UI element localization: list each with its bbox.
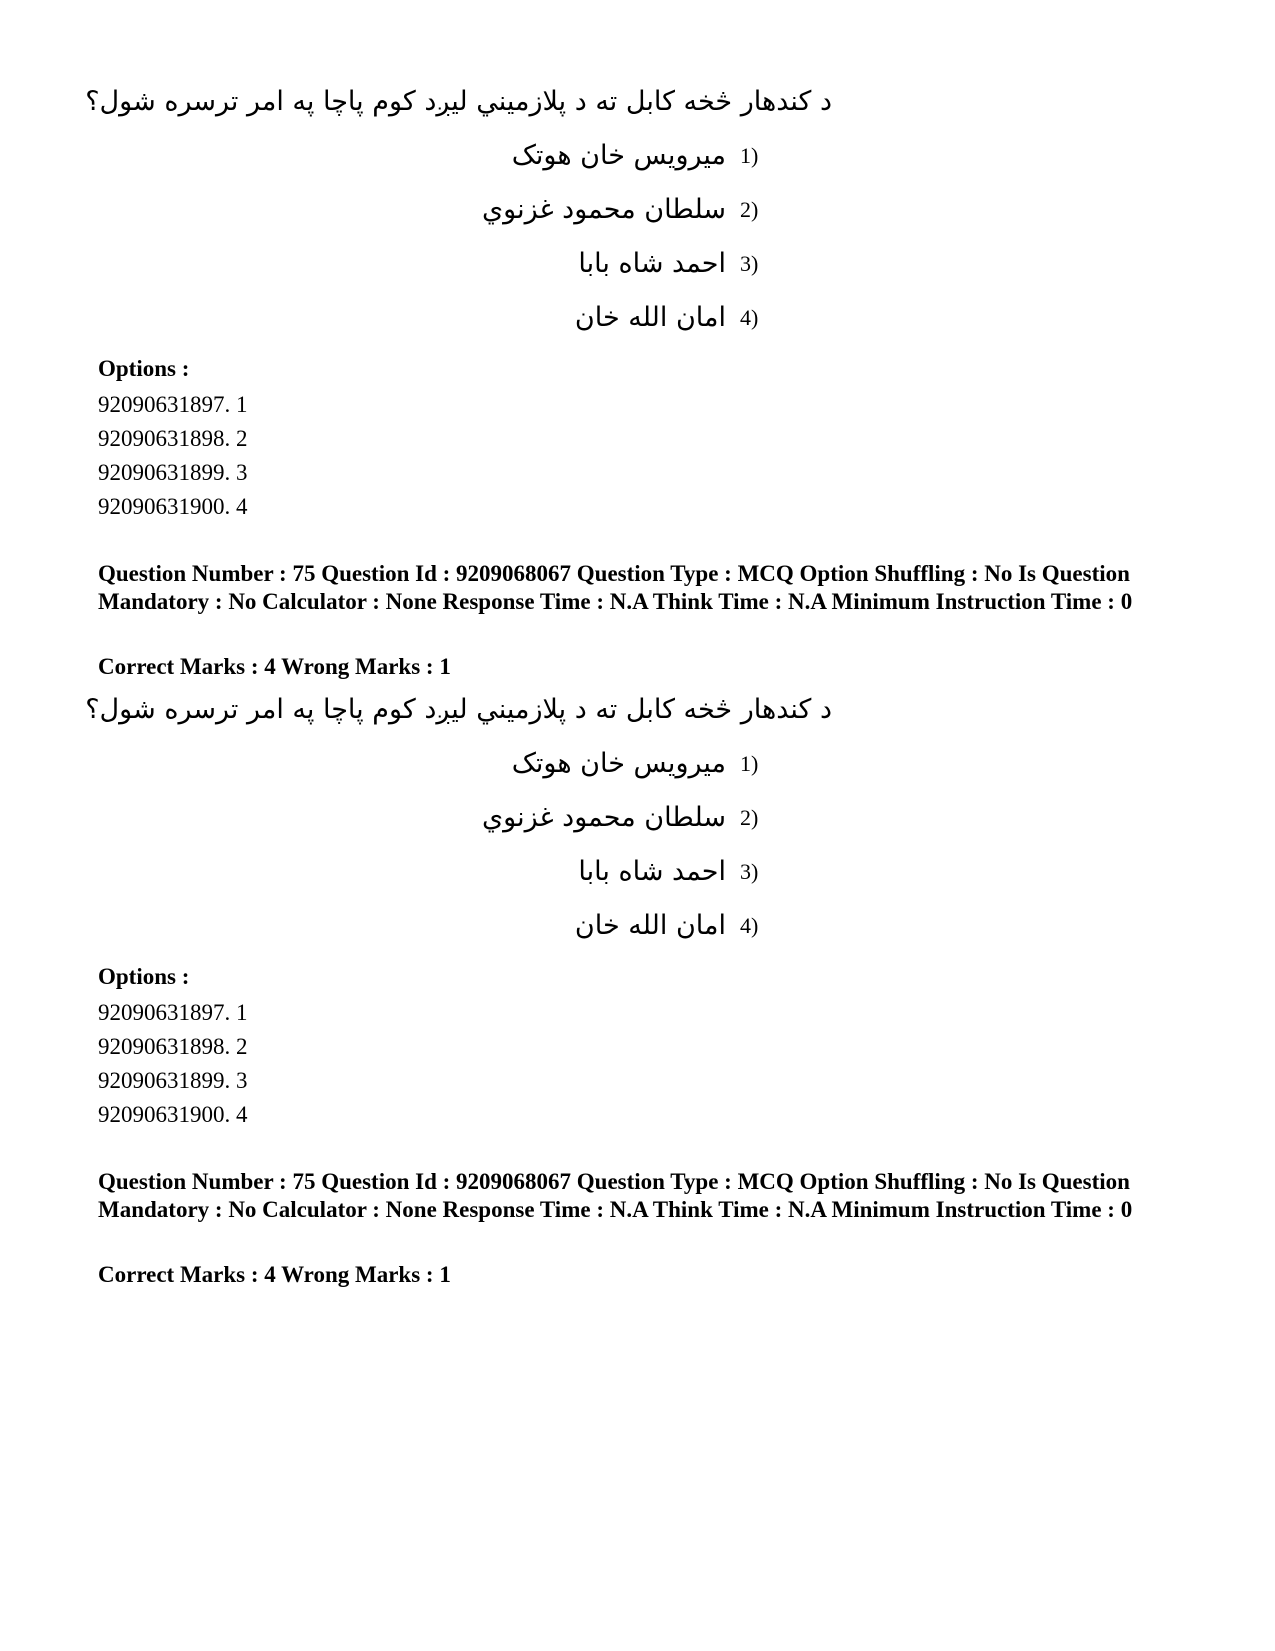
choice-text: سلطان محمود غزنوي	[481, 802, 726, 833]
choice-number: 3)	[740, 858, 759, 884]
question-image	[85, 690, 832, 960]
choice-number: 4)	[740, 912, 759, 938]
choice-row	[578, 248, 770, 279]
option-id: 92090631900. 4	[98, 1102, 248, 1127]
choice-text: میرویس خان هوتک	[511, 748, 726, 779]
choice-number: 2)	[740, 804, 759, 830]
choice-number: 4)	[740, 304, 759, 330]
choice-text: میرویس خان هوتک	[511, 140, 726, 171]
option-id: 92090631900. 4	[98, 494, 248, 519]
option-id: 92090631897. 1	[98, 1000, 248, 1025]
choice-text: احمد شاه بابا	[578, 856, 726, 887]
option-id: 92090631898. 2	[98, 426, 248, 451]
choice-row	[482, 802, 770, 833]
choice-row	[512, 748, 770, 779]
choice-text: امان الله خان	[574, 302, 726, 333]
options-list	[98, 388, 248, 524]
choice-row	[578, 856, 770, 887]
question-text: د کندهار څخه کابل ته د پلازمیني لیږد کوم پاچا په امر ترسره شول؟	[85, 694, 832, 725]
choice-number: 1)	[740, 750, 759, 776]
option-id: 92090631899. 3	[98, 460, 248, 485]
marks-line: Correct Marks : 4 Wrong Marks : 1	[98, 1262, 451, 1287]
options-label: Options :	[98, 356, 190, 381]
question-meta: Question Number : 75 Question Id : 9209068067 Question Type : MCQ Option Shuffling : No Is Question Mandatory : No Calculator : None Response Time : N.A Think Time : N.A Minimum Instruction Time : 0	[98, 1169, 1133, 1222]
marks-line: Correct Marks : 4 Wrong Marks : 1	[98, 654, 451, 679]
question-image	[85, 82, 832, 352]
choice-text: سلطان محمود غزنوي	[481, 194, 726, 225]
choice-text: احمد شاه بابا	[578, 248, 726, 279]
choice-row	[512, 140, 770, 171]
choice-row	[482, 194, 770, 225]
choice-row	[575, 302, 770, 333]
question-meta: Question Number : 75 Question Id : 9209068067 Question Type : MCQ Option Shuffling : No Is Question Mandatory : No Calculator : None Response Time : N.A Think Time : N.A Minimum Instruction Time : 0	[98, 561, 1133, 614]
option-id: 92090631899. 3	[98, 1068, 248, 1093]
options-list	[98, 996, 248, 1132]
choice-row	[575, 910, 770, 941]
choice-number: 3)	[740, 250, 759, 276]
choice-number: 2)	[740, 196, 759, 222]
question-text: د کندهار څخه کابل ته د پلازمیني لیږد کوم پاچا په امر ترسره شول؟	[85, 86, 832, 117]
choice-text: امان الله خان	[574, 910, 726, 941]
option-id: 92090631897. 1	[98, 392, 248, 417]
option-id: 92090631898. 2	[98, 1034, 248, 1059]
choice-number: 1)	[740, 142, 759, 168]
options-label: Options :	[98, 964, 190, 989]
